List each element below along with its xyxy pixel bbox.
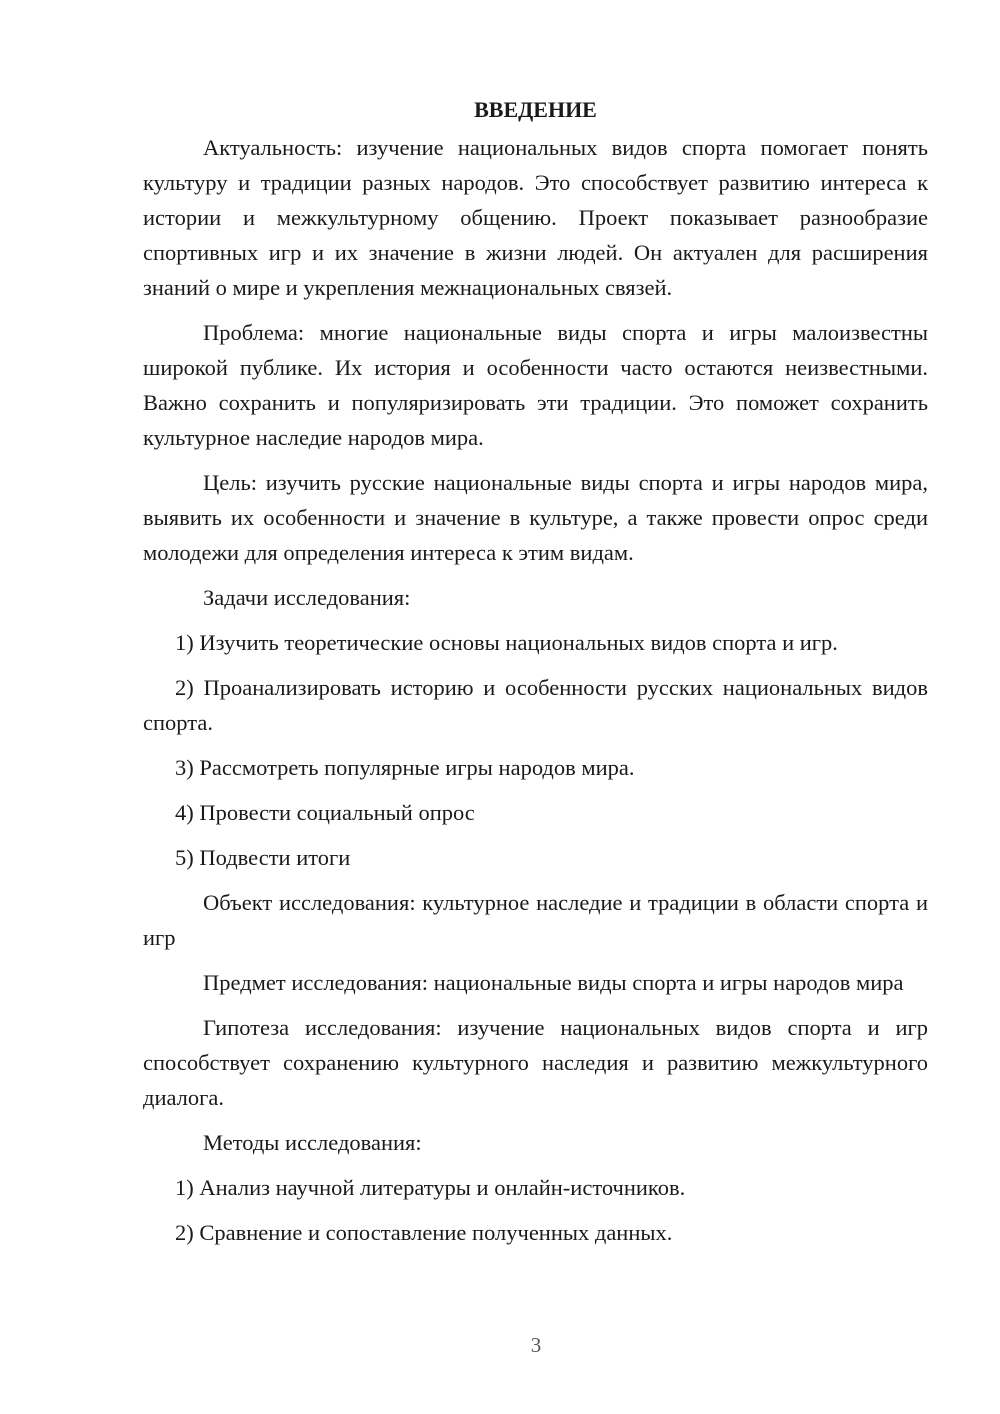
paragraph-subject: Предмет исследования: национальные виды спорта и игры народов мира [203, 970, 904, 995]
task-item: 1) Изучить теоретические основы национальных видов спорта и игр. [175, 630, 838, 655]
tasks-heading: Задачи исследования: [203, 585, 411, 610]
methods-heading: Методы исследования: [203, 1130, 422, 1155]
method-item: 2) Сравнение и сопоставление полученных данных. [175, 1220, 673, 1245]
task-item: 5) Подвести итоги [175, 845, 351, 870]
task-item: 4) Провести социальный опрос [175, 800, 475, 825]
paragraph-object: Объект исследования: культурное наследие и традиции в области спорта и игр [143, 890, 928, 950]
paragraph-problem: Проблема: многие национальные виды спорта и игры малоизвестны широкой публике. Их история и особенности часто остаются неизвестными. Важно сохранить и популяризировать эти традиции. Это поможет сохранить культурное наследие народов мира. [143, 320, 928, 450]
paragraph-hypothesis: Гипотеза исследования: изучение национальных видов спорта и игр способствует сохранению культурного наследия и развитию межкультурного диалога. [143, 1015, 928, 1110]
paragraph-relevance: Актуальность: изучение национальных видов спорта помогает понять культуру и традиции разных народов. Это способствует развитию интереса к истории и межкультурному общению. Проект показывает разнообразие спортивных игр и их значение в жизни людей. Он актуален для расширения знаний о мире и укрепления межнациональных связей. [143, 135, 928, 300]
page-number: 3 [530, 1333, 542, 1357]
task-item: 3) Рассмотреть популярные игры народов мира. [175, 755, 635, 780]
task-item: 2) Проанализировать историю и особенности русских национальных видов спорта. [143, 675, 928, 735]
section-title: ВВЕДЕНИЕ [474, 97, 597, 122]
document-page [143, 94, 928, 1260]
paragraph-goal: Цель: изучить русские национальные виды спорта и игры народов мира, выявить их особенности и значение в культуре, а также провести опрос среди молодежи для определения интереса к этим видам. [143, 470, 928, 565]
method-item: 1) Анализ научной литературы и онлайн-источников. [175, 1175, 686, 1200]
